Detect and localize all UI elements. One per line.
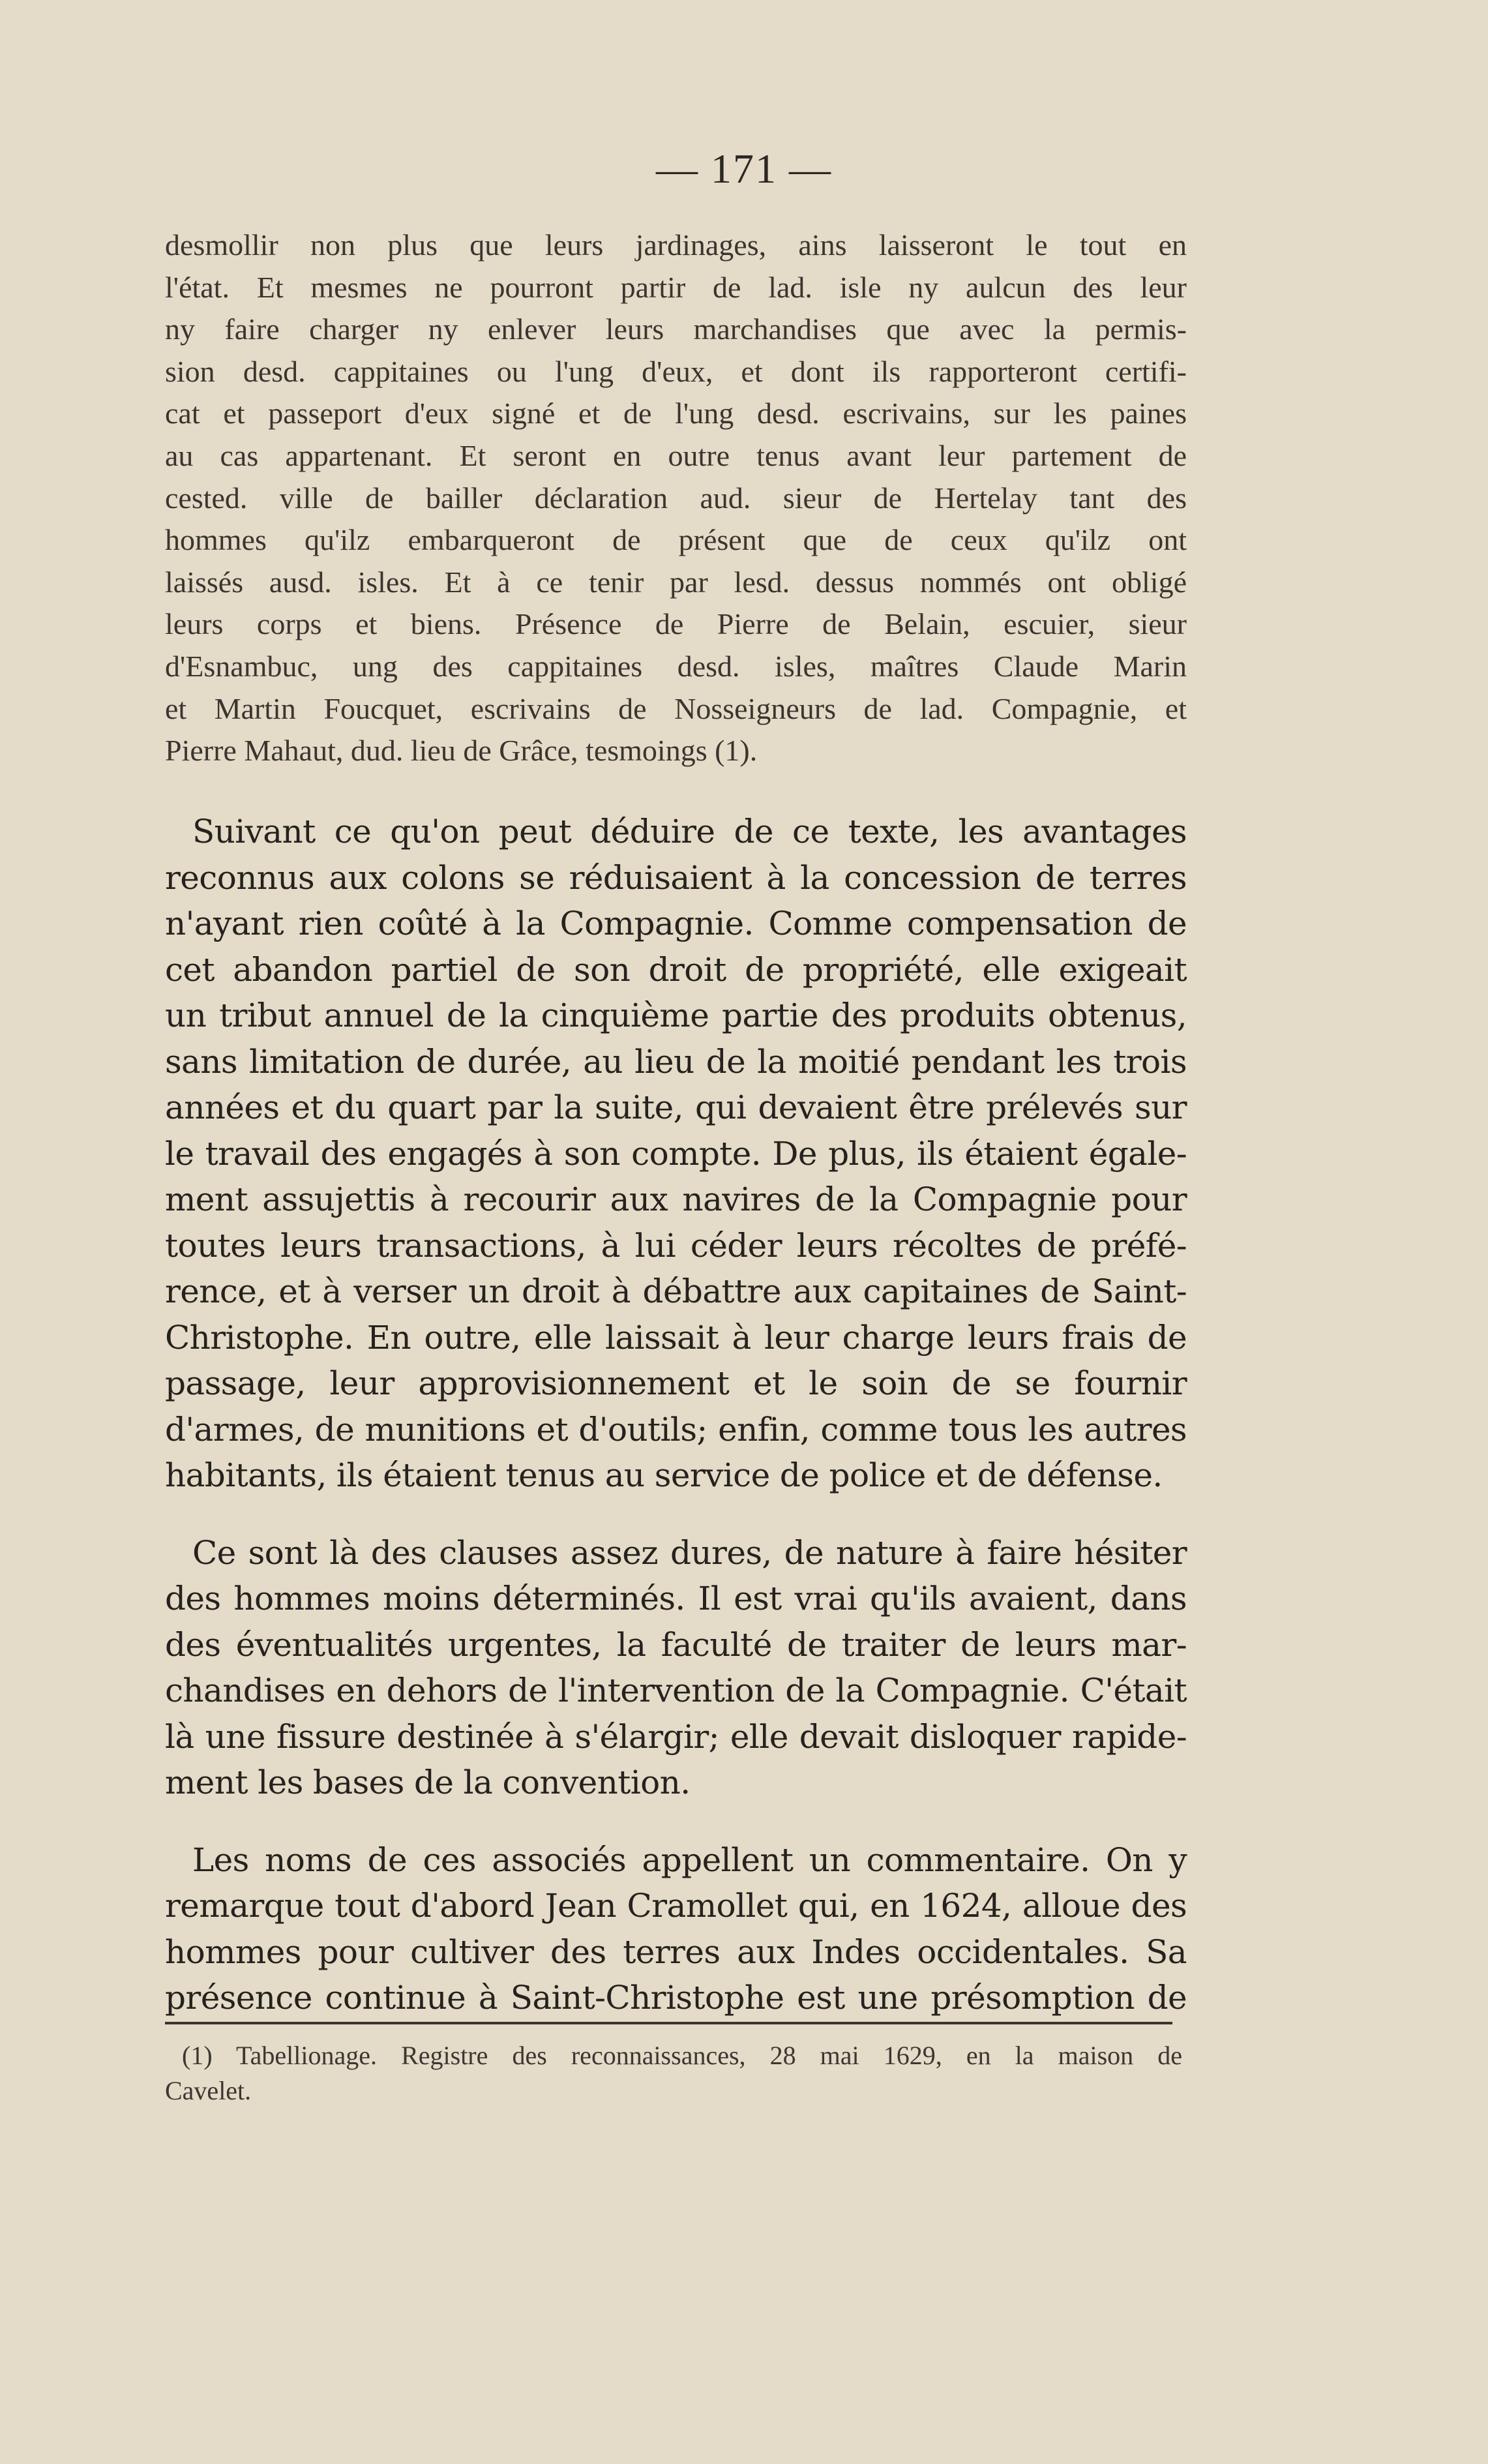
footnote-line: (1) Tabellionage. Registre des reconnaissances, 28 mai 1629, en la maison de: [182, 2041, 1182, 2070]
text-line: habitants, ils étaient tenus au service de police et de défense.: [165, 1456, 1163, 1494]
text-line: toutes leurs transactions, à lui céder leurs récoltes de préfé-: [165, 1226, 1187, 1265]
text-line: chandises en dehors de l'intervention de la Compagnie. C'était: [165, 1672, 1187, 1709]
text-line: hommes pour cultiver des terres aux Indes occidentales. Sa: [165, 1932, 1187, 1971]
quote-line: cat et passeport d'eux signé et de l'ung desd. escrivains, sur les paines: [165, 397, 1187, 430]
quote-line: et Martin Foucquet, escrivains de Nosseigneurs de lad. Compagnie, et: [165, 691, 1187, 725]
text-line: le travail des engagés à son compte. De plus, ils étaient égale-: [165, 1134, 1187, 1173]
quote-line: hommes qu'ilz embarqueront de présent que de ceux qu'ilz ont: [165, 523, 1187, 557]
text-line: Suivant ce qu'on peut déduire de ce texte, les avantages: [192, 813, 1187, 850]
footnote: [165, 2038, 1182, 2109]
text-line: là une fissure destinée à s'élargir; elle devait disloquer rapide-: [165, 1717, 1187, 1756]
text-line: Les noms de ces associés appellent un commentaire. On y: [192, 1840, 1187, 1879]
text-line: reconnus aux colons se réduisaient à la concession de terres: [165, 858, 1187, 897]
quote-line: d'Esnambuc, ung des cappitaines desd. isles, maîtres Claude Marin: [165, 649, 1187, 683]
body-text: [165, 809, 1187, 2021]
footnote-divider: [165, 2022, 1172, 2024]
paragraph-3: [165, 1837, 1187, 2021]
quoted-document-excerpt: [165, 224, 1187, 772]
paragraph-2: [165, 1530, 1187, 1806]
quote-line: sion desd. cappitaines ou l'ung d'eux, et dont ils rapporteront certifi-: [165, 354, 1187, 388]
footnote-line: Cavelet.: [165, 2076, 252, 2105]
quote-line: Pierre Mahaut, dud. lieu de Grâce, tesmoings (1).: [165, 734, 758, 768]
text-line: rence, et à verser un droit à débattre aux capitaines de Saint-: [165, 1272, 1187, 1310]
paragraph-1: [165, 809, 1187, 1499]
text-line: remarque tout d'abord Jean Cramollet qui, en 1624, alloue des: [165, 1887, 1187, 1925]
quote-line: cested. ville de bailler déclaration aud. sieur de Hertelay tant des: [165, 481, 1187, 515]
quote-line: ny faire charger ny enlever leurs marchandises que avec la permis-: [165, 312, 1187, 346]
text-line: présence continue à Saint-Christophe est une présomption de: [165, 1979, 1187, 2017]
text-line: n'ayant rien coûté à la Compagnie. Comme compensation de: [165, 905, 1187, 942]
quote-line: l'état. Et mesmes ne pourront partir de lad. isle ny aulcun des leur: [165, 270, 1187, 304]
text-line: ment les bases de la convention.: [165, 1764, 691, 1801]
quote-line: desmollir non plus que leurs jardinages, ains laisseront le tout en: [165, 228, 1187, 262]
text-line: Christophe. En outre, elle laissait à leur charge leurs frais de: [165, 1318, 1187, 1357]
text-line: passage, leur approvisionnement et le soin de se fournir: [165, 1364, 1187, 1402]
text-line: Ce sont là des clauses assez dures, de nature à faire hésiter: [192, 1533, 1187, 1572]
text-line: années et du quart par la suite, qui devaient être prélevés sur: [165, 1089, 1187, 1126]
text-line: un tribut annuel de la cinquième partie des produits obtenus,: [165, 997, 1187, 1034]
quote-line: laissés ausd. isles. Et à ce tenir par lesd. dessus nommés ont obligé: [165, 565, 1187, 599]
text-line: des éventualités urgentes, la faculté de traiter de leurs mar-: [165, 1625, 1187, 1664]
text-line: cet abandon partiel de son droit de propriété, elle exigeait: [165, 950, 1187, 989]
quote-line: au cas appartenant. Et seront en outre tenus avant leur partement de: [165, 438, 1187, 472]
text-line: ment assujettis à recourir aux navires de la Compagnie pour: [165, 1180, 1187, 1218]
quote-line: leurs corps et biens. Présence de Pierre de Belain, escuier, sieur: [165, 607, 1187, 641]
text-line: sans limitation de durée, au lieu de la moitié pendant les trois: [165, 1042, 1187, 1081]
text-line: d'armes, de munitions et d'outils; enfin, comme tous les autres: [165, 1410, 1187, 1449]
page-number: — 171 —: [656, 145, 832, 192]
text-line: des hommes moins déterminés. Il est vrai qu'ils avaient, dans: [165, 1580, 1187, 1617]
